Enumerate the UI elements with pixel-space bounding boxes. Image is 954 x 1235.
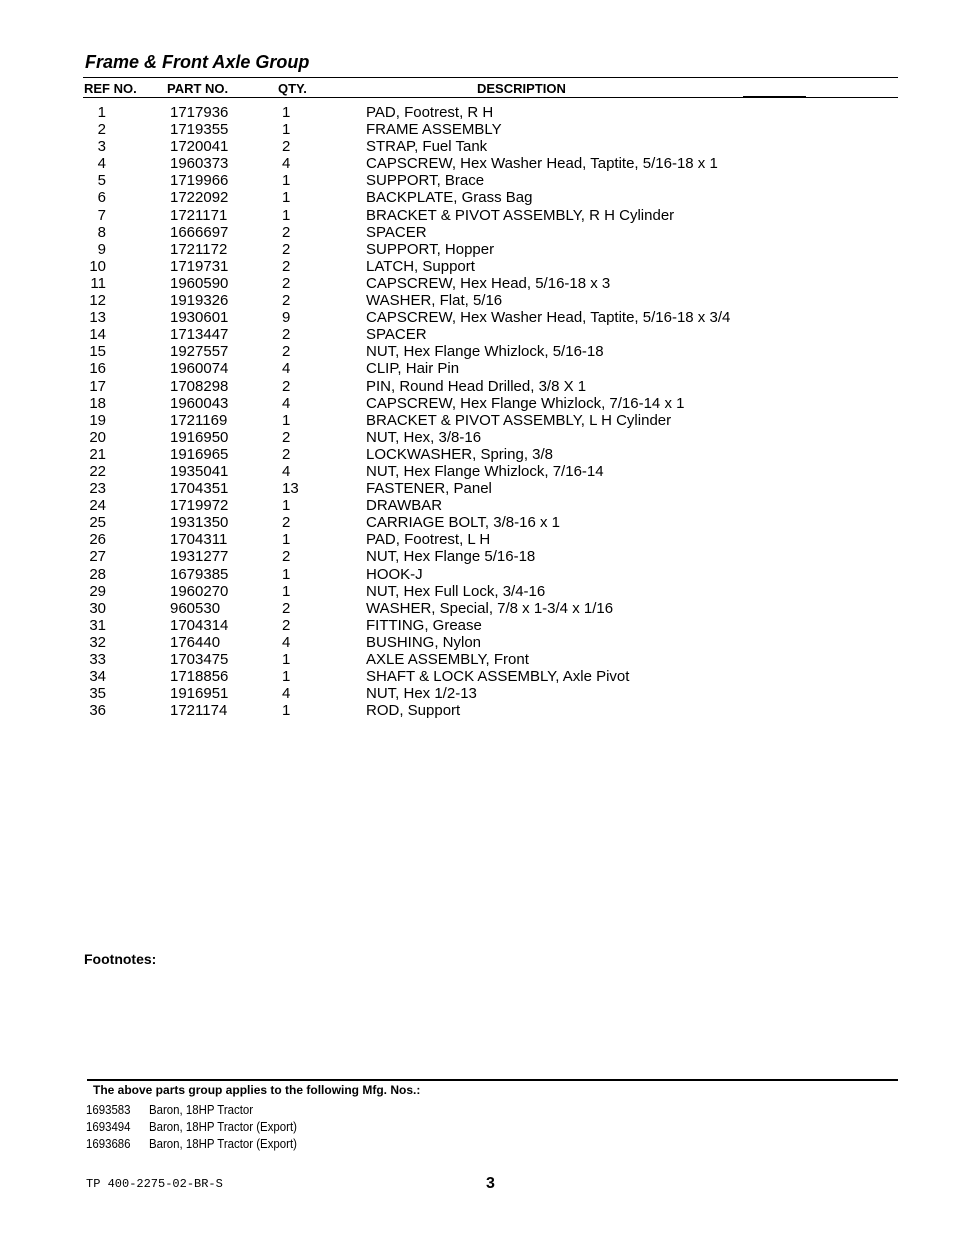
table-row [0, 429, 954, 446]
part-no-cell: 1720041 [170, 138, 229, 156]
description-cell: FRAME ASSEMBLY [366, 121, 502, 139]
qty-cell: 1 [282, 582, 291, 600]
description-cell: NUT, Hex Flange 5/16-18 [366, 548, 536, 566]
part-no-cell: 1717936 [170, 104, 229, 121]
qty-cell: 2 [282, 599, 291, 617]
description-cell: SPACER [366, 326, 427, 344]
description-cell: CAPSCREW, Hex Washer Head, Taptite, 5/16-18 x 3/4 [366, 309, 731, 327]
ref-no-cell: 25 [89, 514, 106, 532]
table-row [0, 514, 954, 531]
description-cell: FASTENER, Panel [366, 480, 492, 498]
qty-cell: 9 [282, 309, 291, 327]
ref-no-cell: 29 [89, 582, 106, 600]
ref-no-cell: 28 [89, 565, 106, 583]
description-cell: NUT, Hex Flange Whizlock, 7/16-14 [366, 462, 604, 480]
table-row [0, 241, 954, 258]
part-no-cell: 1704351 [170, 480, 229, 498]
description-cell: CAPSCREW, Hex Head, 5/16-18 x 3 [366, 274, 611, 292]
part-no-cell: 1719972 [170, 497, 229, 515]
ref-no-cell: 4 [97, 155, 106, 173]
qty-cell: 1 [282, 206, 291, 224]
part-no-cell: 1719355 [170, 121, 229, 139]
table-row [0, 651, 954, 668]
qty-cell: 1 [282, 121, 291, 139]
table-row [0, 412, 954, 429]
part-no-cell: 1721174 [170, 702, 228, 720]
table-row [0, 463, 954, 480]
table-row [0, 343, 954, 360]
qty-cell: 2 [282, 257, 291, 275]
qty-cell: 1 [282, 411, 291, 429]
part-no-cell: 1931350 [170, 514, 229, 532]
qty-cell: 1 [282, 497, 291, 515]
qty-cell: 2 [282, 445, 291, 463]
mfg-description: Baron, 18HP Tractor (Export) [149, 1119, 297, 1134]
table-row [0, 497, 954, 514]
part-no-cell: 960530 [170, 599, 221, 617]
mfg-list-item [0, 1101, 954, 1118]
qty-cell: 1 [282, 531, 291, 549]
part-no-cell: 1704311 [170, 531, 228, 549]
description-cell: NUT, Hex, 3/8-16 [366, 428, 482, 446]
qty-cell: 1 [282, 565, 291, 583]
ref-no-cell: 33 [89, 651, 106, 668]
page-number: 3 [486, 1175, 495, 1192]
ref-no-cell: 24 [89, 497, 106, 515]
part-no-cell: 1666697 [170, 223, 229, 241]
table-row [0, 275, 954, 292]
description-cell: CAPSCREW, Hex Flange Whizlock, 7/16-14 x 1 [366, 394, 685, 412]
ref-no-cell: 6 [97, 189, 106, 207]
part-no-cell: 1960590 [170, 274, 229, 292]
ref-no-cell: 21 [89, 445, 106, 463]
applies-to-heading: The above parts group applies to the following Mfg. Nos.: [93, 1083, 421, 1097]
qty-cell: 4 [282, 462, 291, 480]
part-no-cell: 1719731 [170, 257, 229, 275]
ref-no-cell: 7 [97, 206, 106, 224]
ref-no-cell: 8 [97, 223, 106, 241]
qty-cell: 4 [282, 360, 291, 378]
description-cell: CLIP, Hair Pin [366, 360, 460, 378]
ref-no-cell: 22 [89, 462, 106, 480]
ref-no-cell: 16 [89, 360, 106, 378]
part-no-cell: 1927557 [170, 343, 229, 361]
table-row [0, 292, 954, 309]
description-cell: AXLE ASSEMBLY, Front [366, 651, 529, 668]
part-no-cell: 1679385 [170, 565, 229, 583]
part-no-cell: 1703475 [170, 651, 229, 668]
description-cell: BRACKET & PIVOT ASSEMBLY, L H Cylinder [366, 411, 672, 429]
table-row [0, 617, 954, 634]
ref-no-cell: 5 [97, 172, 106, 190]
description-cell: CARRIAGE BOLT, 3/8-16 x 1 [366, 514, 560, 532]
ref-no-cell: 32 [89, 633, 106, 651]
description-cell: LOCKWASHER, Spring, 3/8 [366, 445, 554, 463]
description-cell: NUT, Hex Flange Whizlock, 5/16-18 [366, 343, 604, 361]
qty-cell: 1 [282, 702, 291, 720]
mfg-number: 1693494 [86, 1119, 131, 1134]
description-cell: HOOK-J [366, 565, 423, 583]
table-row [0, 360, 954, 377]
part-no-cell: 1916965 [170, 445, 229, 463]
ref-no-cell: 2 [97, 121, 106, 139]
table-row [0, 309, 954, 326]
part-no-cell: 176440 [170, 633, 221, 651]
table-row [0, 480, 954, 497]
description-cell: PAD, Footrest, R H [366, 104, 494, 121]
qty-cell: 1 [282, 189, 291, 207]
column-header-description: DESCRIPTION [477, 81, 566, 96]
description-cell: PIN, Round Head Drilled, 3/8 X 1 [366, 377, 587, 395]
mfg-list-item [0, 1135, 954, 1152]
description-cell: BUSHING, Nylon [366, 633, 482, 651]
column-header-qty: QTY. [278, 81, 307, 96]
part-no-cell: 1916951 [170, 685, 229, 703]
qty-cell: 4 [282, 633, 291, 651]
ref-no-cell: 27 [89, 548, 106, 566]
table-row [0, 583, 954, 600]
description-cell: DRAWBAR [366, 497, 443, 515]
ref-no-cell: 13 [89, 309, 106, 327]
part-no-cell: 1960270 [170, 582, 229, 600]
ref-no-cell: 10 [89, 257, 106, 275]
part-no-cell: 1930601 [170, 309, 229, 327]
table-row [0, 378, 954, 395]
part-no-cell: 1935041 [170, 462, 229, 480]
ref-no-cell: 14 [89, 326, 106, 344]
mfg-rule [87, 1079, 898, 1081]
mfg-number-list [0, 1101, 954, 1152]
part-no-cell: 1919326 [170, 292, 229, 310]
description-cell: CAPSCREW, Hex Washer Head, Taptite, 5/16-18 x 1 [366, 155, 718, 173]
description-cell: SUPPORT, Hopper [366, 240, 495, 258]
qty-cell: 2 [282, 240, 291, 258]
qty-cell: 2 [282, 616, 291, 634]
qty-cell: 4 [282, 155, 291, 173]
table-row [0, 172, 954, 189]
part-no-cell: 1721171 [170, 206, 228, 224]
footnotes-label: Footnotes: [84, 951, 157, 967]
qty-cell: 4 [282, 394, 291, 412]
table-row [0, 155, 954, 172]
part-no-cell: 1960043 [170, 394, 229, 412]
qty-cell: 2 [282, 274, 291, 292]
qty-cell: 1 [282, 104, 291, 121]
qty-cell: 2 [282, 428, 291, 446]
table-row [0, 138, 954, 155]
ref-no-cell: 20 [89, 428, 106, 446]
table-row [0, 326, 954, 343]
qty-cell: 2 [282, 548, 291, 566]
part-no-cell: 1916950 [170, 428, 229, 446]
ref-no-cell: 9 [97, 240, 106, 258]
part-no-cell: 1960074 [170, 360, 229, 378]
part-no-cell: 1719966 [170, 172, 229, 190]
qty-cell: 2 [282, 343, 291, 361]
table-row [0, 685, 954, 702]
title-rule [83, 77, 898, 78]
part-no-cell: 1704314 [170, 616, 229, 634]
mfg-list-item [0, 1118, 954, 1135]
qty-cell: 2 [282, 514, 291, 532]
mfg-number: 1693583 [86, 1102, 131, 1117]
ref-no-cell: 26 [89, 531, 106, 549]
ref-no-cell: 1 [97, 104, 106, 121]
description-cell: FITTING, Grease [366, 616, 482, 634]
table-row [0, 207, 954, 224]
part-no-cell: 1931277 [170, 548, 229, 566]
part-no-cell: 1721169 [170, 411, 228, 429]
description-cell: NUT, Hex 1/2-13 [366, 685, 477, 703]
table-row [0, 634, 954, 651]
qty-cell: 1 [282, 668, 291, 686]
table-row [0, 668, 954, 685]
table-row [0, 189, 954, 206]
description-cell: WASHER, Special, 7/8 x 1-3/4 x 1/16 [366, 599, 614, 617]
ref-no-cell: 30 [89, 599, 106, 617]
qty-cell: 2 [282, 292, 291, 310]
part-no-cell: 1960373 [170, 155, 229, 173]
description-cell: SUPPORT, Brace [366, 172, 485, 190]
part-no-cell: 1718856 [170, 668, 229, 686]
part-no-cell: 1708298 [170, 377, 229, 395]
ref-no-cell: 12 [89, 292, 106, 310]
table-row [0, 258, 954, 275]
qty-cell: 2 [282, 326, 291, 344]
description-cell: WASHER, Flat, 5/16 [366, 292, 503, 310]
description-cell: LATCH, Support [366, 257, 475, 275]
mfg-number: 1693686 [86, 1136, 131, 1151]
ref-no-cell: 35 [89, 685, 106, 703]
table-row [0, 104, 954, 121]
table-row [0, 702, 954, 719]
part-no-cell: 1722092 [170, 189, 229, 207]
mfg-description: Baron, 18HP Tractor [149, 1102, 254, 1117]
qty-cell: 4 [282, 685, 291, 703]
part-no-cell: 1721172 [170, 240, 228, 258]
page-title: Frame & Front Axle Group [85, 52, 310, 72]
mfg-description: Baron, 18HP Tractor (Export) [149, 1136, 297, 1151]
column-header-part-no: PART NO. [167, 81, 229, 96]
ref-no-cell: 31 [89, 616, 106, 634]
ref-no-cell: 34 [89, 668, 106, 686]
description-cell: BACKPLATE, Grass Bag [366, 189, 533, 207]
qty-cell: 2 [282, 377, 291, 395]
description-cell: BRACKET & PIVOT ASSEMBLY, R H Cylinder [366, 206, 675, 224]
description-cell: STRAP, Fuel Tank [366, 138, 488, 156]
qty-cell: 2 [282, 223, 291, 241]
description-cell: PAD, Footrest, L H [366, 531, 491, 549]
table-row [0, 446, 954, 463]
table-row [0, 395, 954, 412]
parts-table [0, 104, 954, 719]
ref-no-cell: 23 [89, 480, 106, 498]
qty-cell: 13 [282, 480, 299, 498]
ref-no-cell: 11 [90, 274, 106, 292]
ref-no-cell: 15 [89, 343, 106, 361]
table-row [0, 600, 954, 617]
qty-cell: 1 [282, 172, 291, 190]
description-cell: ROD, Support [366, 702, 461, 720]
table-row [0, 121, 954, 138]
description-cell: SHAFT & LOCK ASSEMBLY, Axle Pivot [366, 668, 630, 686]
description-cell: NUT, Hex Full Lock, 3/4-16 [366, 582, 546, 600]
table-row [0, 531, 954, 548]
ref-no-cell: 17 [89, 377, 106, 395]
ref-no-cell: 18 [89, 394, 106, 412]
column-header-ref-no: REF NO. [84, 81, 137, 96]
description-cell: SPACER [366, 223, 427, 241]
ref-no-cell: 3 [97, 138, 106, 156]
ref-no-cell: 36 [89, 702, 106, 720]
header-rule-accent [743, 96, 806, 98]
part-no-cell: 1713447 [170, 326, 229, 344]
table-row [0, 224, 954, 241]
qty-cell: 2 [282, 138, 291, 156]
table-row [0, 566, 954, 583]
ref-no-cell: 19 [89, 411, 106, 429]
qty-cell: 1 [282, 651, 291, 668]
table-row [0, 548, 954, 565]
document-code: TP 400-2275-02-BR-S [86, 1177, 223, 1191]
